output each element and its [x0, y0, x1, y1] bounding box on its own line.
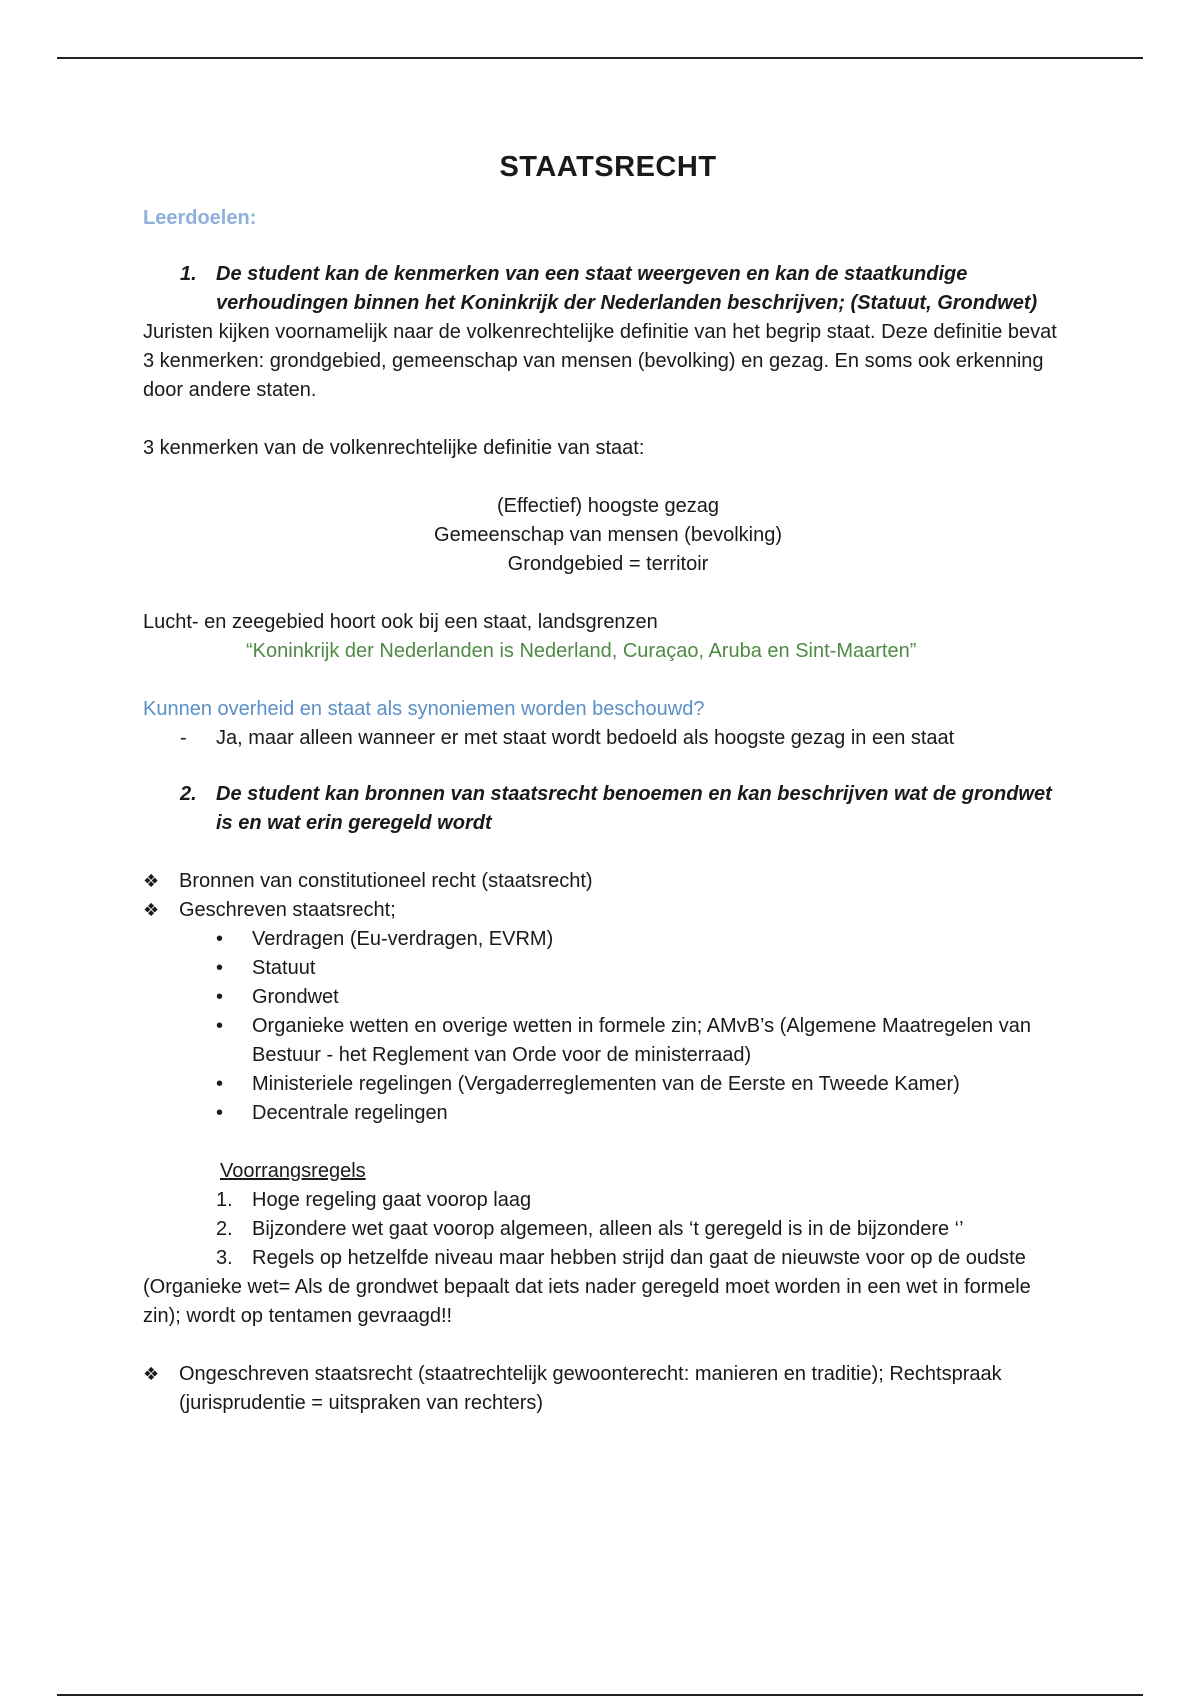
bullet-icon: • — [216, 928, 224, 950]
voorrangsregels-heading: Voorrangsregels — [220, 1160, 366, 1182]
sources-list — [143, 925, 1073, 1128]
kenmerken-intro: 3 kenmerken van de volkenrechtelijke definitie van staat: — [143, 437, 645, 459]
definition-paragraph: Juristen kijken voornamelijk naar de volkenrechtelijke definitie van het begrip staat. Deze definitie bevat 3 kenmerken: grondgebied, gemeenschap van mensen (bevolking) en gezag. En soms ook erkenning door andere staten. — [143, 321, 1057, 401]
voorrang-text: Regels op hetzelfde niveau maar hebben strijd dan gaat de nieuwste voor op de oudste — [252, 1247, 1026, 1269]
list-item — [143, 1012, 1073, 1070]
bullet-icon: • — [216, 957, 224, 979]
voorrang-text: Bijzondere wet gaat voorop algemeen, alleen als ‘t geregeld is in de bijzondere ‘’ — [252, 1218, 964, 1240]
goal-text: De student kan bronnen van staatsrecht benoemen en kan beschrijven wat de grondwet is en wat erin geregeld wordt — [216, 783, 1052, 834]
list-item-text: Organieke wetten en overige wetten in formele zin; AMvB’s (Algemene Maatregelen van Bestuur - het Reglement van Orde voor de ministerraad) — [252, 1015, 1031, 1066]
diamond-bullet-icon: ❖ — [143, 871, 160, 891]
list-item-text: Statuut — [252, 957, 316, 979]
diamond-item-text: Bronnen van constitutioneel recht (staatsrecht) — [179, 870, 593, 892]
bullet-icon: • — [216, 1102, 224, 1124]
learning-goal-2 — [143, 780, 1073, 838]
voorrang-item — [143, 1215, 1073, 1244]
synonym-answer — [143, 724, 1073, 753]
header-rule — [57, 57, 1143, 59]
list-item-text: Ministeriele regelingen (Vergaderreglementen van de Eerste en Tweede Kamer) — [252, 1073, 960, 1095]
goal-number: 1. — [180, 263, 197, 285]
organiek-note: (Organieke wet= Als de grondwet bepaalt dat iets nader geregeld moet worden in een wet in formele zin); wordt op tentamen gevraagd!! — [143, 1276, 1031, 1327]
diamond-bullet-icon: ❖ — [143, 1364, 160, 1384]
kingdom-quote: “Koninkrijk der Nederlanden is Nederland, Curaçao, Aruba en Sint-Maarten” — [246, 640, 917, 662]
diamond-item-text: Ongeschreven staatsrecht (staatrechtelijk gewoonterecht: manieren en traditie); Rechtspraak (jurisprudentie = uitspraken van rechters) — [179, 1363, 1002, 1414]
diamond-item-ongeschreven — [143, 1360, 1073, 1418]
voorrang-item — [143, 1186, 1073, 1215]
bullet-icon: • — [216, 1015, 224, 1037]
diamond-item-text: Geschreven staatsrecht; — [179, 899, 396, 921]
list-number: 2. — [216, 1218, 233, 1240]
footer-rule — [57, 1694, 1143, 1696]
kenmerk-item: (Effectief) hoogste gezag — [497, 495, 719, 517]
diamond-item-geschreven — [143, 896, 1073, 925]
kenmerken-list — [143, 492, 1073, 579]
list-item — [143, 1070, 1073, 1099]
document-body — [143, 147, 1073, 1418]
list-item — [143, 925, 1073, 954]
list-number: 3. — [216, 1247, 233, 1269]
bullet-icon: • — [216, 986, 224, 1008]
voorrang-text: Hoge regeling gaat voorop laag — [252, 1189, 532, 1211]
list-item-text: Grondwet — [252, 986, 339, 1008]
answer-text: Ja, maar alleen wanneer er met staat wordt bedoeld als hoogste gezag in een staat — [216, 727, 955, 749]
voorrang-item — [143, 1244, 1073, 1273]
kenmerk-item: Gemeenschap van mensen (bevolking) — [434, 524, 782, 546]
page-title: STAATSRECHT — [499, 151, 717, 183]
list-number: 1. — [216, 1189, 233, 1211]
kenmerk-item: Grondgebied = territoir — [507, 553, 709, 575]
goal-number: 2. — [180, 783, 197, 805]
leerdoelen-heading: Leerdoelen: — [143, 207, 257, 229]
diamond-bullet-icon: ❖ — [143, 900, 160, 920]
diamond-item-bronnen — [143, 867, 1073, 896]
learning-goal-1 — [143, 260, 1073, 318]
goal-text: De student kan de kenmerken van een staat weergeven en kan de staatkundige verhoudingen binnen het Koninkrijk der Nederlanden beschrijven; (Statuut, Grondwet) — [216, 263, 1038, 314]
list-item — [143, 983, 1073, 1012]
bullet-icon: • — [216, 1073, 224, 1095]
dash-marker: - — [180, 727, 187, 749]
synonym-question: Kunnen overheid en staat als synoniemen worden beschouwd? — [143, 698, 705, 720]
list-item — [143, 1099, 1073, 1128]
list-item-text: Decentrale regelingen — [252, 1102, 448, 1124]
territory-paragraph: Lucht- en zeegebied hoort ook bij een staat, landsgrenzen — [143, 611, 658, 633]
list-item — [143, 954, 1073, 983]
list-item-text: Verdragen (Eu-verdragen, EVRM) — [252, 928, 554, 950]
